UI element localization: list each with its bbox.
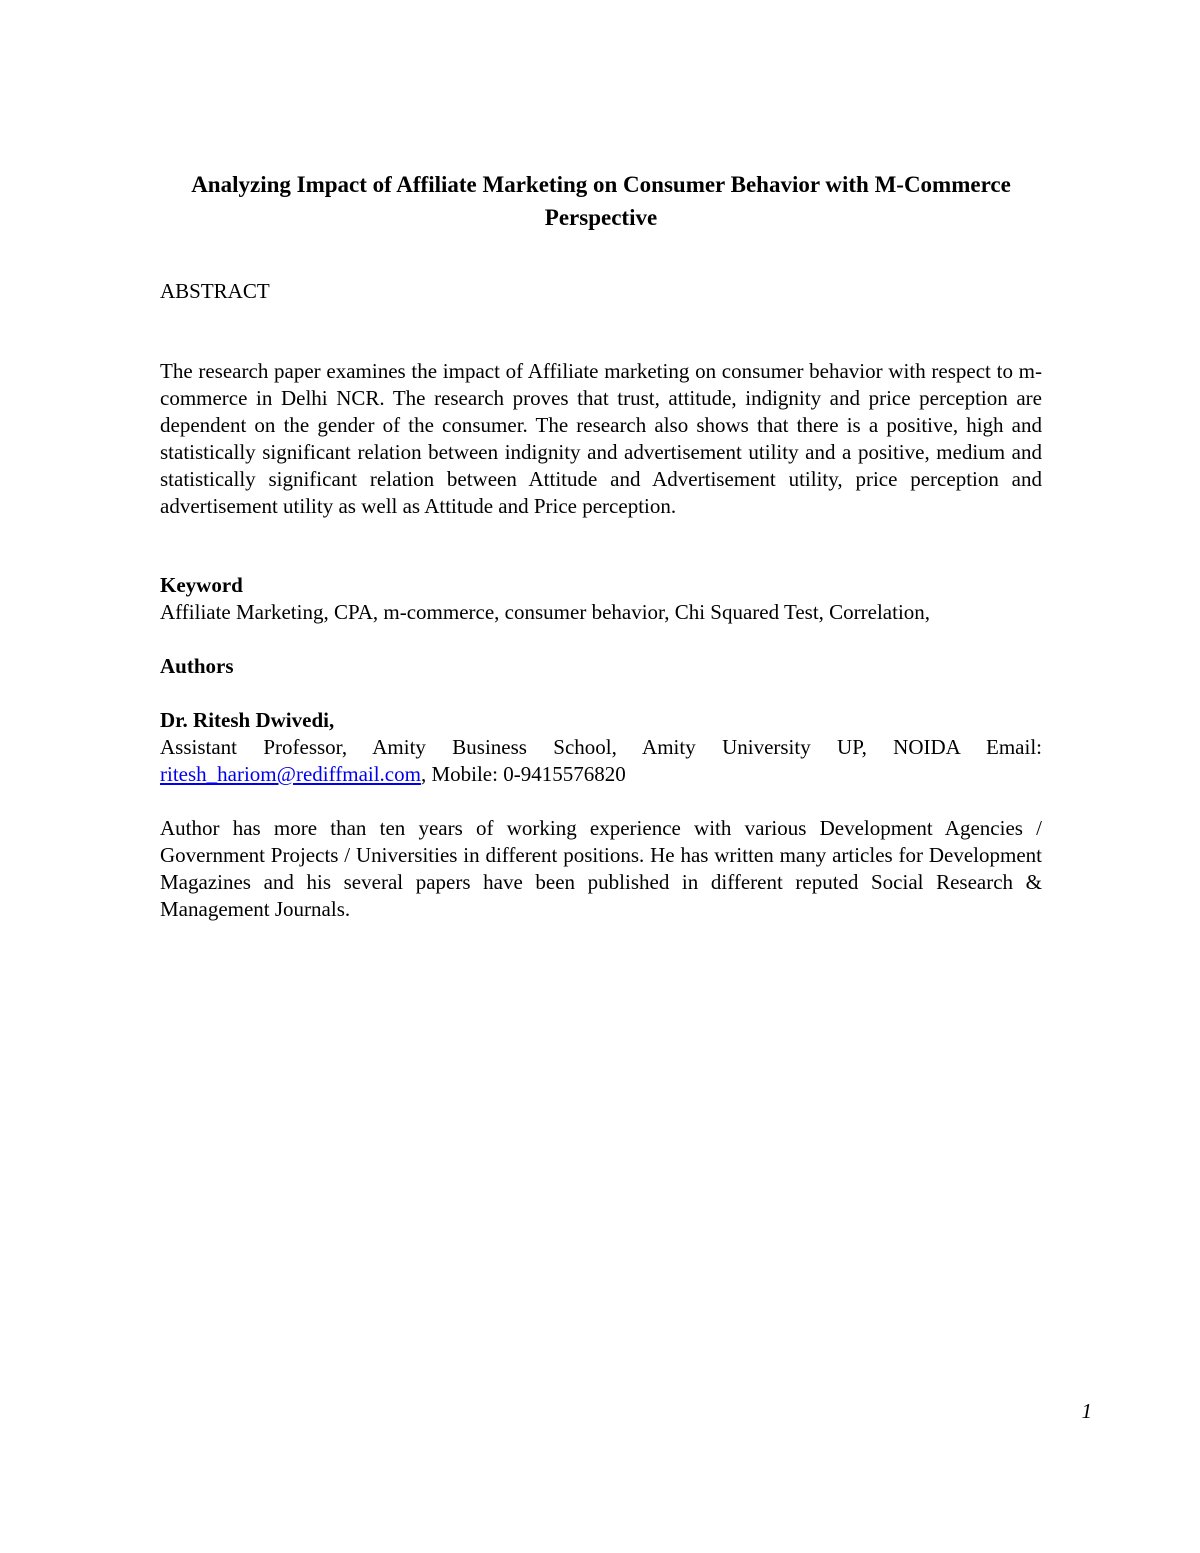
page-number: 1: [1081, 1399, 1092, 1423]
paper-title: Analyzing Impact of Affiliate Marketing on Consumer Behavior with M-Commerce Perspective: [191, 172, 1011, 230]
keyword-heading: Keyword: [160, 573, 243, 597]
authors-heading: Authors: [160, 654, 234, 678]
author-mobile: , Mobile: 0-9415576820: [420, 762, 626, 786]
author-contact: [160, 761, 1042, 788]
author-email-link[interactable]: ritesh_hariom@rediffmail.com: [160, 762, 421, 786]
abstract-heading: ABSTRACT: [160, 279, 270, 303]
abstract-text: The research paper examines the impact of Affiliate marketing on consumer behavior with respect to m-commerce in Delhi NCR. The research proves that trust, attitude, indignity and price perception are dependent on the gender of the consumer. The research also shows that there is a positive, high and statistically significant relation between indignity and advertisement utility and a positive, medium and statistically significant relation between Attitude and Advertisement utility, price perception and advertisement utility as well as Attitude and Price perception.: [160, 359, 1042, 518]
author-bio: Author has more than ten years of working experience with various Development Agencies / Government Projects / Universities in different positions. He has written many articles for Development Magazines and his several papers have been published in different reputed Social Research & Management Journals.: [160, 816, 1042, 921]
keywords-list: Affiliate Marketing, CPA, m-commerce, consumer behavior, Chi Squared Test, Correlation,: [160, 600, 931, 624]
author-affiliation: Assistant Professor, Amity Business School, Amity University UP, NOIDA Email:: [160, 735, 1042, 759]
author-name: Dr. Ritesh Dwivedi,: [160, 708, 335, 732]
page-content: [160, 168, 1042, 923]
